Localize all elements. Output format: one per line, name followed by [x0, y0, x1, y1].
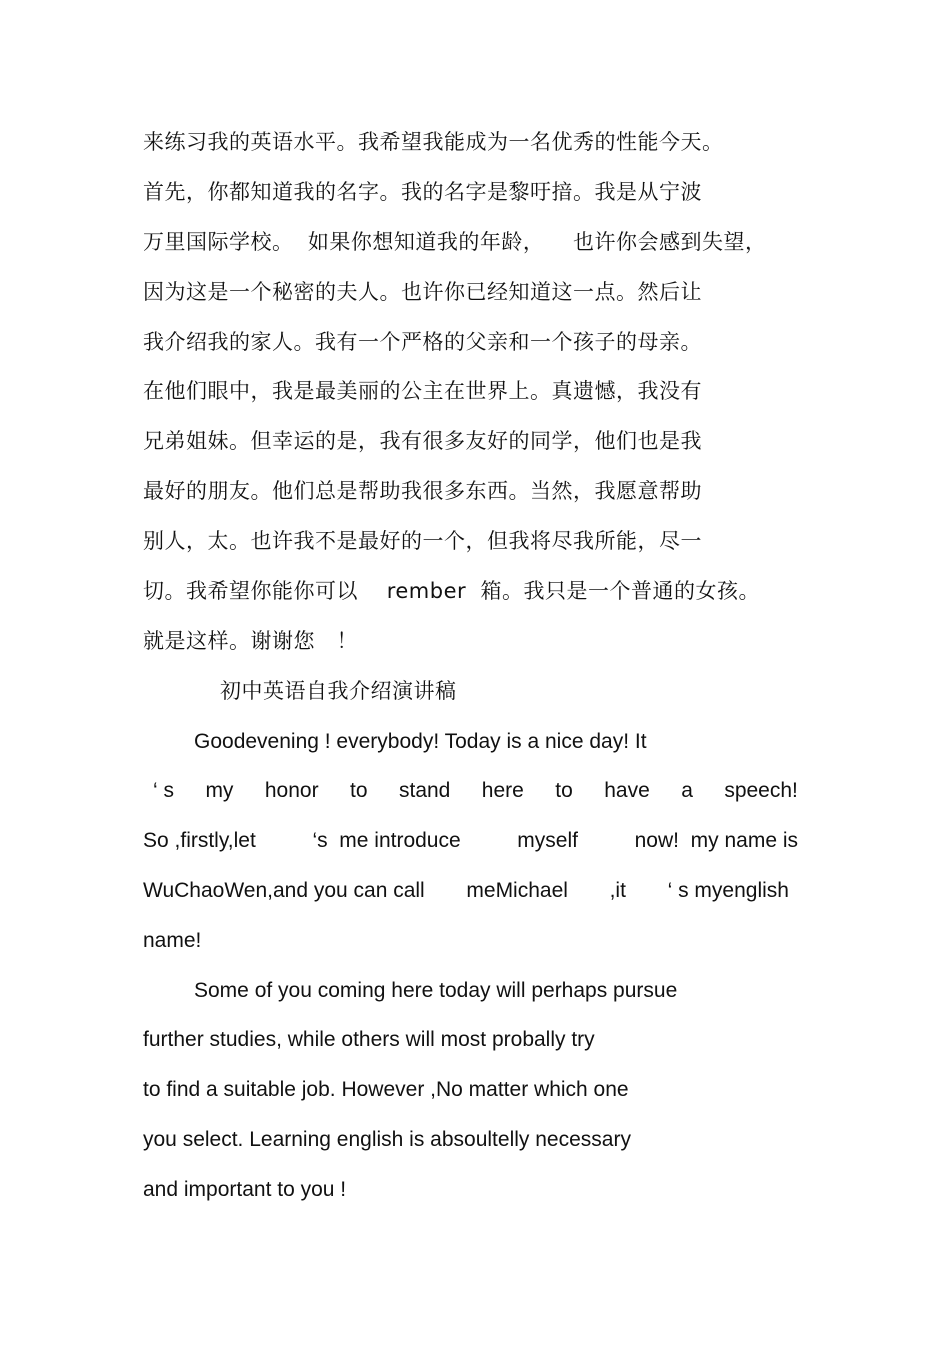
cn-line: 兄弟姐妹。但幸运的是，我有很多友好的同学，他们也是我: [143, 429, 702, 453]
en-line: to find a suitable job. However ,No matter which one: [143, 1078, 629, 1101]
en-justified-line: [143, 876, 789, 906]
word: to: [555, 779, 573, 802]
en-line: and important to you !: [143, 1178, 347, 1201]
word: a: [681, 779, 693, 802]
cn-line: 万里国际学校。 如果你想知道我的年龄， 也许你会感到失望，: [143, 230, 767, 254]
cn-line: 因为这是一个秘密的夫人。也许你已经知道这一点。然后让: [143, 280, 702, 304]
word: to: [350, 779, 368, 802]
cn-line: 我介绍我的家人。我有一个严格的父亲和一个孩子的母亲。: [143, 330, 702, 354]
cn-line: 首先，你都知道我的名字。我的名字是黎吁揞。我是从宁波: [143, 180, 702, 204]
cn-line: 别人，太。也许我不是最好的一个，但我将尽我所能，尽一: [143, 529, 702, 553]
cn-line: 就是这样。谢谢您 ！: [143, 629, 359, 653]
word: ‘ s: [153, 779, 174, 802]
en-line: name!: [143, 929, 202, 952]
section-heading: 初中英语自我介绍演讲稿: [220, 679, 457, 703]
en-line: Some of you coming here today will perhaps pursue: [194, 979, 678, 1002]
word: ‘ s myenglish: [667, 879, 789, 902]
word: now! my name is: [634, 829, 798, 852]
word: ‘s me introduce: [312, 829, 461, 852]
word: WuChaoWen,and you can call: [143, 879, 425, 902]
word: meMichael: [466, 879, 568, 902]
word: honor: [264, 779, 319, 802]
cn-line: 来练习我的英语水平。我希望我能成为一名优秀的性能今天。: [143, 130, 724, 154]
en-line: you select. Learning english is absoultelly necessary: [143, 1128, 631, 1151]
cn-line: 切。我希望你能你可以 rember 箱。我只是一个普通的女孩。: [143, 579, 760, 603]
word: So ,firstly,let: [143, 829, 256, 852]
word: have: [604, 779, 650, 802]
en-justified-line: [143, 826, 798, 856]
word: myself: [517, 829, 578, 852]
word: ,it: [609, 879, 626, 902]
cn-line: 在他们眼中，我是最美丽的公主在世界上。真遗憾，我没有: [143, 379, 702, 403]
word: my: [205, 779, 234, 802]
en-line: further studies, while others will most probally try: [143, 1028, 595, 1051]
word: here: [481, 779, 524, 802]
en-justified-line: [153, 776, 798, 806]
word: speech!: [724, 779, 798, 802]
en-line: Goodevening ! everybody! Today is a nice day! It: [194, 730, 647, 753]
cn-line: 最好的朋友。他们总是帮助我很多东西。当然，我愿意帮助: [143, 479, 702, 503]
word: stand: [398, 779, 451, 802]
